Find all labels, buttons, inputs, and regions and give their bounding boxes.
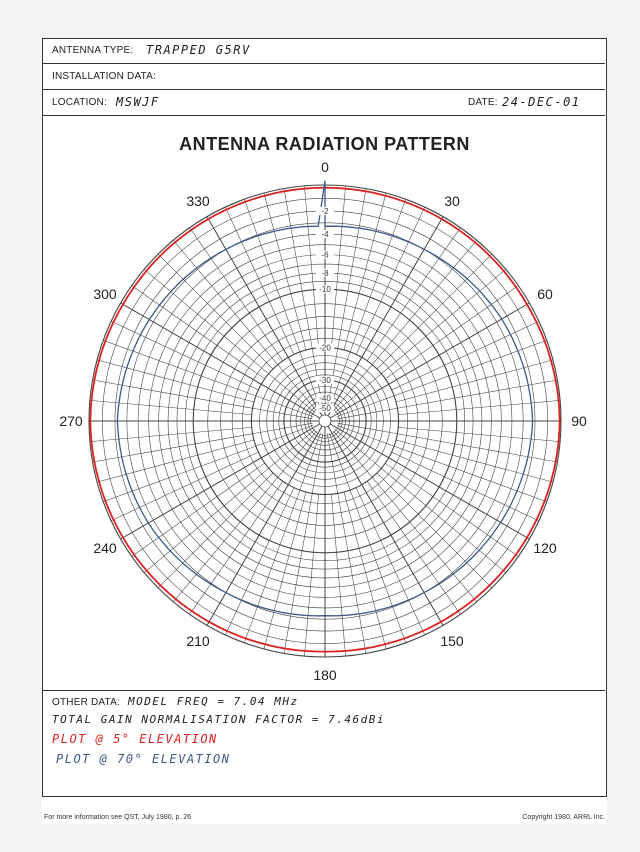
angle-tick-label: 330 (186, 193, 210, 209)
grid-spoke (244, 199, 320, 409)
grid-spoke (158, 473, 273, 588)
radial-tick-label: -8 (321, 268, 329, 278)
chart-title: ANTENNA RADIATION PATTERN (179, 134, 470, 154)
grid-spoke (377, 254, 492, 369)
grid-spoke (304, 494, 318, 656)
red-series-note: PLOT @ 5° ELEVATION (52, 732, 218, 746)
footer-copyright: Copyright 1980, ARRL Inc. (522, 814, 605, 821)
grid-spoke (103, 340, 313, 416)
antenna-type-label: ANTENNA TYPE: (52, 45, 134, 56)
grid-spoke (367, 481, 460, 614)
grid-spoke (338, 423, 558, 462)
grid-spoke (173, 240, 316, 411)
grid-spoke (132, 286, 265, 379)
grid-spoke (329, 433, 405, 643)
footer-reference: For more information see QST, July 1980, p. 26 (44, 814, 192, 821)
grid-spoke (331, 494, 345, 656)
antenna-type-value: TRAPPED G5RV (146, 43, 251, 57)
angle-tick-label: 180 (313, 667, 337, 683)
angle-tick-label: 120 (533, 540, 557, 556)
blue-series-note: PLOT @ 70° ELEVATION (56, 752, 231, 766)
date-value: 24-DEC-01 (502, 95, 581, 109)
grid-spoke (90, 427, 252, 441)
grid-spoke (335, 429, 506, 573)
grid-spoke (103, 425, 313, 501)
grid-spoke (338, 380, 558, 419)
grid-spoke (144, 269, 315, 413)
radial-tick-label: -20 (319, 343, 331, 353)
angle-tick-label: 0 (321, 159, 329, 175)
grid-spoke (190, 481, 283, 614)
radial-tick-label: -4 (321, 230, 329, 240)
radial-tick-label: -50 (319, 404, 331, 414)
grid-spoke (333, 240, 477, 411)
grid-spoke (329, 199, 405, 409)
grid-spoke (132, 463, 265, 556)
radial-tick-label: -30 (319, 375, 331, 385)
grid-spoke (93, 380, 313, 419)
grid-spoke (284, 189, 323, 409)
grid-spoke (377, 473, 492, 588)
grid-spoke (367, 228, 460, 361)
angle-tick-label: 270 (59, 413, 83, 429)
center-ring (319, 415, 331, 427)
angle-tick-label: 60 (537, 286, 553, 302)
radial-tick-label: -40 (319, 394, 331, 404)
other-line2: TOTAL GAIN NORMALISATION FACTOR = 7.46dBi (52, 713, 386, 726)
grid-spoke (385, 286, 518, 379)
grid-spoke (337, 340, 547, 416)
date-label: DATE: (468, 97, 498, 108)
installation-label: INSTALLATION DATA: (52, 71, 156, 82)
grid-spoke (173, 431, 316, 602)
grid-spoke (398, 427, 560, 441)
location-value: MSWJF (116, 95, 160, 109)
grid-spoke (333, 431, 477, 602)
angle-tick-label: 210 (186, 633, 210, 649)
other-data-label: OTHER DATA: (52, 697, 120, 708)
location-label: LOCATION: (52, 97, 107, 108)
angle-tick-label: 30 (444, 193, 460, 209)
grid-spoke (398, 400, 560, 414)
radial-tick-label: -10 (319, 285, 331, 295)
other-line1: MODEL FREQ = 7.04 MHz (128, 695, 299, 708)
angle-tick-label: 90 (571, 413, 587, 429)
grid-spoke (337, 425, 547, 501)
grid-spoke (93, 423, 313, 462)
grid-spoke (244, 433, 320, 643)
radial-tick-label: -2 (321, 207, 329, 216)
angle-tick-label: 300 (93, 286, 117, 302)
grid-spoke (158, 254, 273, 369)
grid-spoke (327, 189, 366, 409)
grid-spoke (327, 434, 366, 654)
radial-tick-label: -6 (321, 250, 329, 260)
grid-spoke (385, 463, 518, 556)
angle-tick-label: 150 (440, 633, 464, 649)
grid-spoke (190, 228, 283, 361)
angle-tick-label: 240 (93, 540, 117, 556)
grid-spoke (284, 434, 323, 654)
grid-spoke (90, 400, 252, 414)
